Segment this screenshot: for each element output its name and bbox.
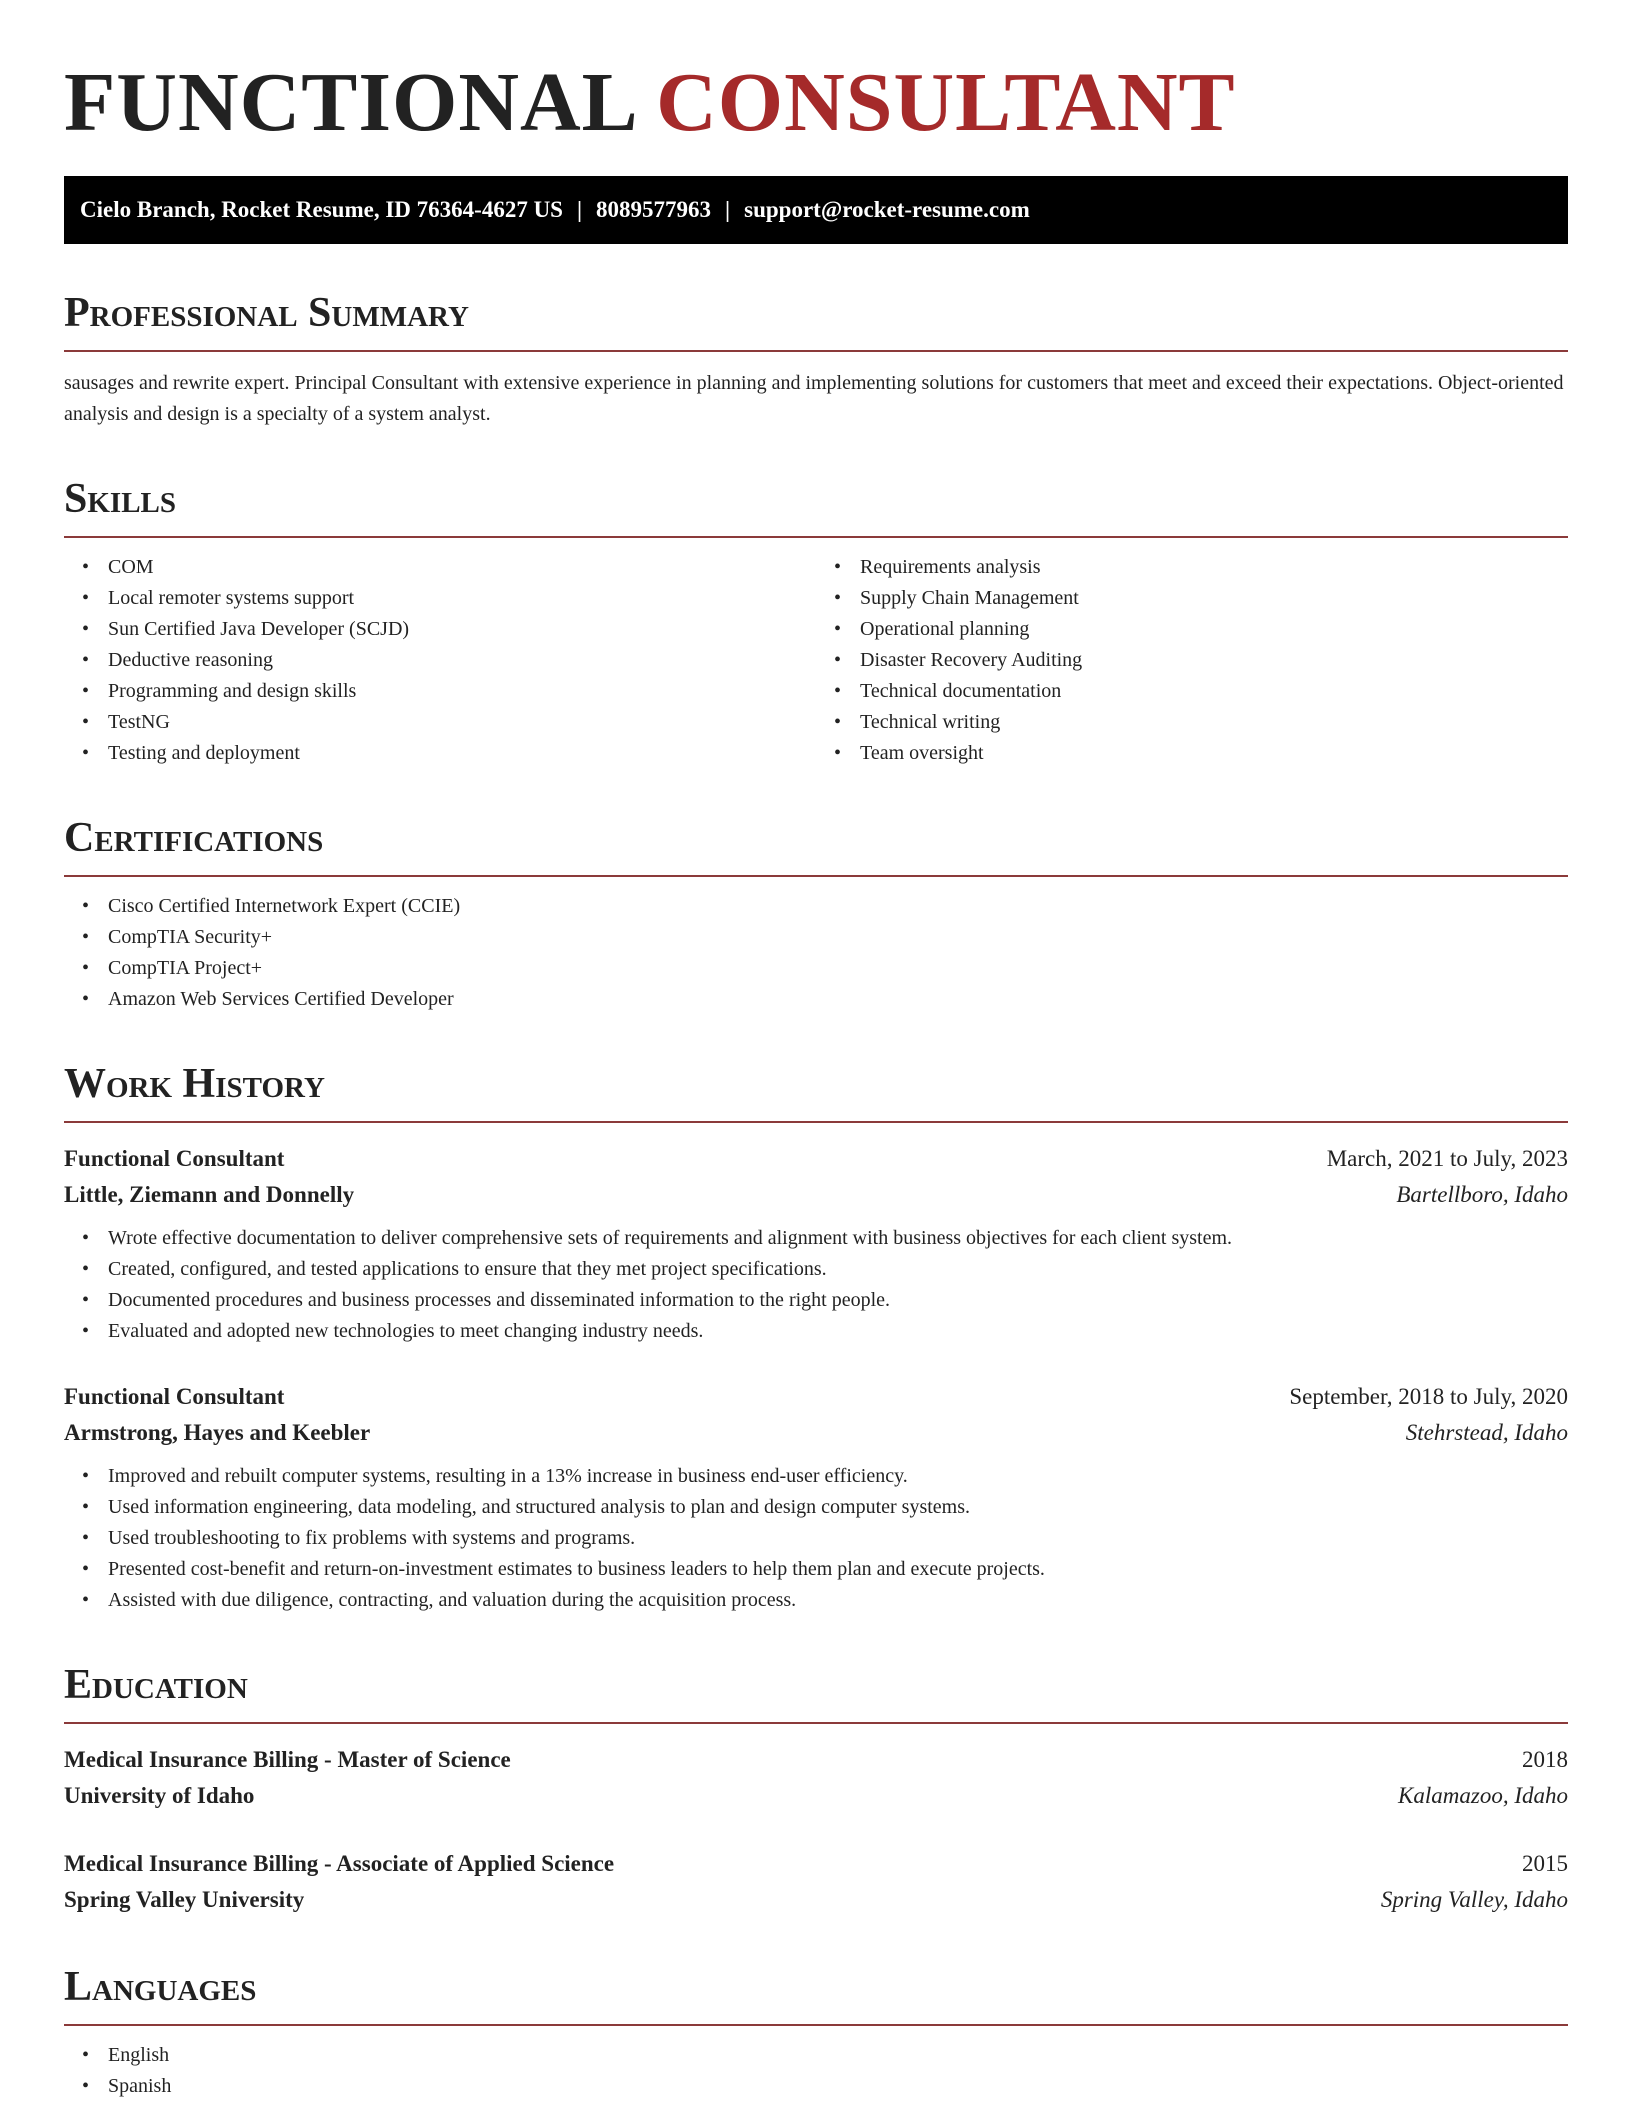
summary-section bbox=[64, 288, 1568, 430]
job-bullet: • Presented cost-benefit and return-on-investment estimates to business leaders to help them plan and execute projects. bbox=[108, 1554, 1568, 1585]
section-title-languages: Languages bbox=[64, 1962, 1568, 2026]
section-title-certifications: Certifications bbox=[64, 813, 1568, 877]
certifications-section bbox=[64, 813, 1568, 1015]
job-bullets bbox=[64, 1223, 1568, 1347]
language-item: • Spanish bbox=[108, 2071, 1568, 2102]
job-company-row bbox=[64, 1415, 1568, 1451]
skill-item: • Supply Chain Management bbox=[860, 583, 1568, 614]
certification-item: • CompTIA Project+ bbox=[108, 953, 1568, 984]
skill-item: • Disaster Recovery Auditing bbox=[860, 645, 1568, 676]
contact-separator: | bbox=[725, 197, 731, 222]
name-first: FUNCTIONAL bbox=[64, 56, 635, 149]
education-entry bbox=[64, 1742, 1568, 1814]
job-location: Bartellboro, Idaho bbox=[1396, 1182, 1568, 1207]
section-title-skills: Skills bbox=[64, 474, 1568, 538]
education-location: Spring Valley, Idaho bbox=[1380, 1887, 1568, 1912]
languages-list bbox=[64, 2040, 1568, 2102]
job-title: Functional Consultant bbox=[64, 1146, 285, 1171]
job-title: Functional Consultant bbox=[64, 1384, 285, 1409]
job-header-row bbox=[64, 1141, 1568, 1177]
skill-item: • Requirements analysis bbox=[860, 552, 1568, 583]
education-school: University of Idaho bbox=[64, 1783, 255, 1808]
job-dates: September, 2018 to July, 2020 bbox=[1289, 1384, 1568, 1409]
skill-item: • Deductive reasoning bbox=[108, 645, 816, 676]
education-year: 2018 bbox=[1522, 1747, 1568, 1772]
job-header-row bbox=[64, 1379, 1568, 1415]
job-bullet: • Wrote effective documentation to deliver comprehensive sets of requirements and alignment with business objectives for each client system. bbox=[108, 1223, 1568, 1254]
skills-section bbox=[64, 474, 1568, 769]
education-degree-row bbox=[64, 1846, 1568, 1882]
job-company: Armstrong, Hayes and Keebler bbox=[64, 1420, 371, 1445]
language-item: • English bbox=[108, 2040, 1568, 2071]
job-bullets bbox=[64, 1461, 1568, 1616]
skill-item: • Technical writing bbox=[860, 707, 1568, 738]
education-entry bbox=[64, 1846, 1568, 1918]
job-bullet: • Documented procedures and business processes and disseminated information to the right people. bbox=[108, 1285, 1568, 1316]
summary-text: sausages and rewrite expert. Principal Consultant with extensive experience in planning and implementing solutions for customers that meet and exceed their expectations. Object-oriented analysis and design is a specialty of a system analyst. bbox=[64, 372, 1564, 425]
skill-item: • COM bbox=[108, 552, 816, 583]
education-section bbox=[64, 1660, 1568, 1918]
contact-bar bbox=[64, 176, 1568, 244]
job-location: Stehrstead, Idaho bbox=[1405, 1420, 1568, 1445]
certifications-list bbox=[64, 891, 1568, 1015]
education-school-row bbox=[64, 1882, 1568, 1918]
skills-list-left bbox=[64, 552, 816, 769]
job-entry bbox=[64, 1379, 1568, 1616]
skill-item: • Testing and deployment bbox=[108, 738, 816, 769]
candidate-name bbox=[64, 0, 1568, 176]
contact-separator: | bbox=[576, 197, 583, 222]
skill-item: • Operational planning bbox=[860, 614, 1568, 645]
job-bullet: • Improved and rebuilt computer systems, resulting in a 13% increase in business end-user efficiency. bbox=[108, 1461, 1568, 1492]
education-school-row bbox=[64, 1778, 1568, 1814]
education-degree: Medical Insurance Billing - Associate of Applied Science bbox=[64, 1851, 615, 1876]
job-bullet: • Evaluated and adopted new technologies to meet changing industry needs. bbox=[108, 1316, 1568, 1347]
education-location: Kalamazoo, Idaho bbox=[1398, 1783, 1568, 1808]
section-title-summary: Professional Summary bbox=[64, 288, 1568, 352]
certification-item: • Amazon Web Services Certified Developer bbox=[108, 984, 1568, 1015]
job-dates: March, 2021 to July, 2023 bbox=[1326, 1146, 1568, 1171]
job-company: Little, Ziemann and Donnelly bbox=[64, 1182, 355, 1207]
languages-section bbox=[64, 1962, 1568, 2102]
skills-grid bbox=[64, 538, 1568, 769]
contact-address: Cielo Branch, Rocket Resume, ID 76364-4627 US bbox=[80, 197, 563, 222]
job-entry bbox=[64, 1141, 1568, 1347]
contact-email[interactable]: support@rocket-resume.com bbox=[744, 197, 1030, 222]
name-last: CONSULTANT bbox=[656, 56, 1236, 149]
education-school: Spring Valley University bbox=[64, 1887, 305, 1912]
skill-item: • Technical documentation bbox=[860, 676, 1568, 707]
certification-item: • CompTIA Security+ bbox=[108, 922, 1568, 953]
skill-item: • Local remoter systems support bbox=[108, 583, 816, 614]
skill-item: • TestNG bbox=[108, 707, 816, 738]
education-degree-row bbox=[64, 1742, 1568, 1778]
contact-phone: 8089577963 bbox=[596, 197, 712, 222]
job-bullet: • Used information engineering, data modeling, and structured analysis to plan and design computer systems. bbox=[108, 1492, 1568, 1523]
certification-item: • Cisco Certified Internetwork Expert (CCIE) bbox=[108, 891, 1568, 922]
skills-list-right bbox=[816, 552, 1568, 769]
work-history-section bbox=[64, 1059, 1568, 1616]
skill-item: • Team oversight bbox=[860, 738, 1568, 769]
job-bullet: • Created, configured, and tested applications to ensure that they met project specifications. bbox=[108, 1254, 1568, 1285]
education-degree: Medical Insurance Billing - Master of Science bbox=[64, 1747, 511, 1772]
job-company-row bbox=[64, 1177, 1568, 1213]
section-title-education: Education bbox=[64, 1660, 1568, 1724]
skill-item: • Programming and design skills bbox=[108, 676, 816, 707]
education-year: 2015 bbox=[1522, 1851, 1568, 1876]
skill-item: • Sun Certified Java Developer (SCJD) bbox=[108, 614, 816, 645]
section-title-work-history: Work History bbox=[64, 1059, 1568, 1123]
job-bullet: • Assisted with due diligence, contracting, and valuation during the acquisition process. bbox=[108, 1585, 1568, 1616]
job-bullet: • Used troubleshooting to fix problems with systems and programs. bbox=[108, 1523, 1568, 1554]
